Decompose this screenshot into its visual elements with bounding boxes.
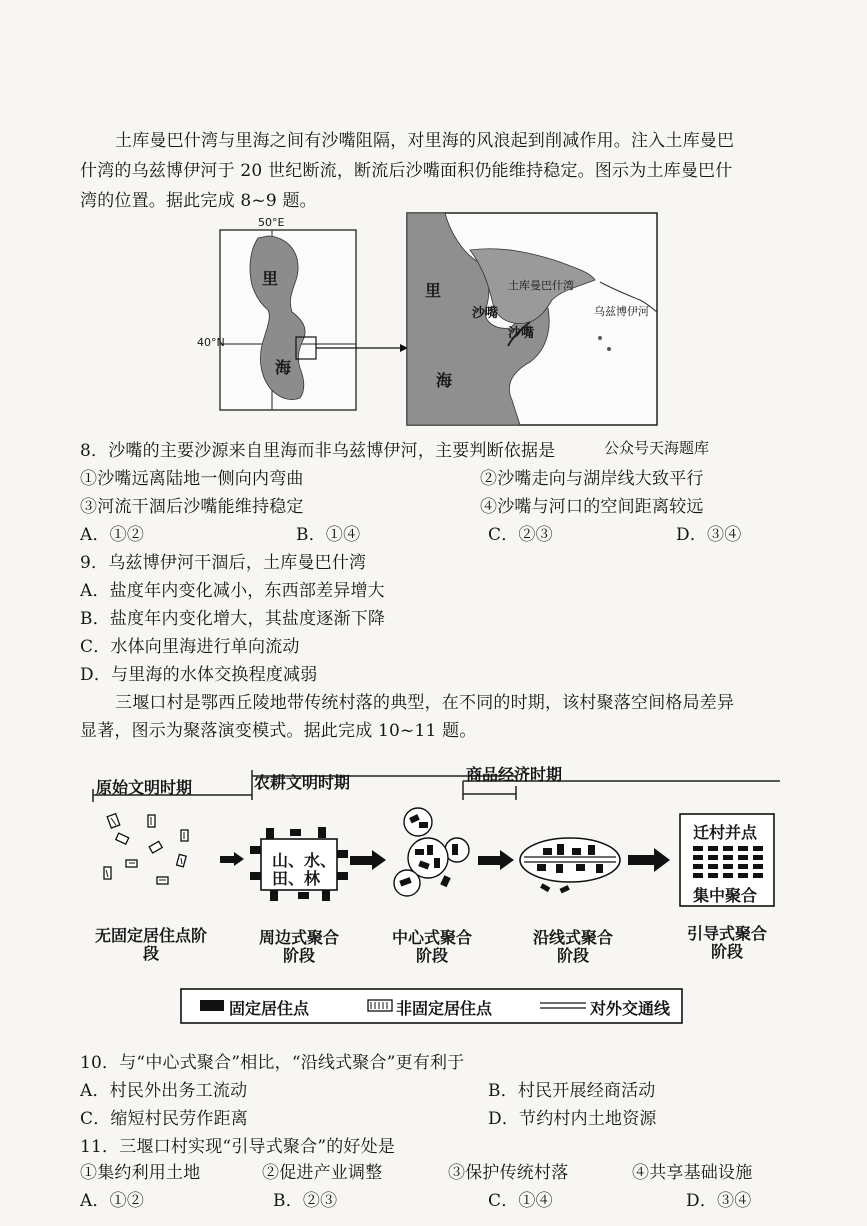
guided-dwelling (738, 855, 748, 860)
q11-choice-b: B．②③ (273, 1191, 338, 1211)
q8-choice-b: B．①④ (296, 525, 361, 545)
period-commodity: 商品经济时期 (466, 765, 563, 784)
guided-dwelling (738, 846, 748, 851)
guided-dwelling (738, 864, 748, 869)
passage1-line3: 湾的位置。据此完成 8~9 题。 (80, 191, 317, 211)
passage2-line1: 三堰口村是鄂西丘陵地带传统村落的典型，在不同的时期，该村聚落空间格局差异 (115, 693, 735, 713)
spit-label-1: 沙嘴 (472, 306, 499, 321)
q11-option-3: ③保护传统村落 (448, 1163, 569, 1183)
q10-choice-a: A．村民外出务工流动 (80, 1081, 248, 1101)
guided-dwelling (753, 855, 763, 860)
q8-option-3: ③河流干涸后沙嘴能维持稳定 (80, 497, 304, 517)
guided-dwelling (723, 873, 733, 878)
guided-dwelling (693, 855, 703, 860)
lat-label: 40°N (197, 336, 225, 349)
guided-dwelling (693, 864, 703, 869)
guided-dwelling (738, 873, 748, 878)
left-sea-label-bottom: 海 (275, 358, 292, 377)
guided-dwelling (723, 864, 733, 869)
q10-stem: 10．与“中心式聚合”相比，“沿线式聚合”更有利于 (80, 1053, 465, 1073)
q9-choice-c: C．水体向里海进行单向流动 (80, 637, 300, 657)
legend-road-label: 对外交通线 (590, 999, 671, 1018)
q11-choice-c: C．①④ (488, 1191, 553, 1211)
guided-dwelling (708, 855, 718, 860)
guided-dwelling (693, 873, 703, 878)
q10-choice-d: D．节约村内土地资源 (488, 1109, 657, 1129)
q9-choice-a: A．盐度年内变化减小，东西部差异增大 (80, 581, 385, 601)
bay-label: 土库曼巴什湾 (508, 279, 574, 292)
lon-label: 50°E (258, 216, 285, 229)
q10-choice-c: C．缩短村民劳作距离 (80, 1109, 249, 1129)
q8-option-2: ②沙嘴走向与湖岸线大致平行 (480, 469, 704, 489)
period-primitive: 原始文明时期 (96, 778, 193, 797)
guided-dwelling (708, 846, 718, 851)
detail-sea-label-bottom: 海 (436, 371, 453, 390)
legend-nonfixed-label: 非固定居住点 (396, 999, 493, 1018)
period-farming: 农耕文明时期 (254, 773, 351, 792)
q11-choice-d: D．③④ (686, 1191, 752, 1211)
q9-stem: 9．乌兹博伊河干涸后，土库曼巴什湾 (80, 553, 367, 573)
passage1-line2: 什湾的乌兹博伊河于 20 世纪断流，断流后沙嘴面积仍能维持稳定。图示为土库曼巴什 (80, 161, 733, 181)
river-label: 乌兹博伊河 (594, 305, 649, 318)
guided-dwelling (753, 873, 763, 878)
guided-dwelling (708, 873, 718, 878)
stage-label-4: 沿线式聚合阶段 (532, 928, 613, 965)
passage1-line1: 土库曼巴什湾与里海之间有沙嘴阻隔，对里海的风浪起到削减作用。注入土库曼巴 (115, 131, 735, 151)
box-label-line1: 山、水、 (272, 851, 337, 870)
legend-fixed-label: 固定居住点 (229, 999, 310, 1018)
q9-choice-b: B．盐度年内变化增大，其盐度逐渐下降 (80, 609, 386, 629)
guided-dwelling (753, 846, 763, 851)
stage-label-3: 中心式聚合阶段 (391, 928, 472, 965)
q9-choice-d: D．与里海的水体交换程度减弱 (80, 665, 318, 685)
q8-stem: 8．沙嘴的主要沙源来自里海而非乌兹博伊河，主要判断依据是 (80, 441, 556, 461)
q11-option-2: ②促进产业调整 (262, 1163, 383, 1183)
q8-choice-a: A．①② (80, 525, 145, 545)
guided-dwelling (708, 864, 718, 869)
stage-label-1: 无固定居住点阶段 (95, 926, 208, 963)
q11-stem: 11．三堰口村实现“引导式聚合”的好处是 (80, 1137, 396, 1157)
q11-option-4: ④共享基础设施 (632, 1163, 753, 1183)
q8-choice-d: D．③④ (676, 525, 742, 545)
q11-choice-a: A．①② (80, 1191, 145, 1211)
left-sea-label-top: 里 (262, 269, 279, 288)
stage-label-5: 引导式聚合阶段 (686, 924, 767, 961)
detail-sea-label-top: 里 (425, 281, 442, 300)
q11-option-1: ①集约利用土地 (80, 1163, 201, 1183)
q8-option-1: ①沙嘴远离陆地一侧向内弯曲 (80, 469, 304, 489)
watermark-text: 公众号天海题库 (604, 439, 710, 457)
stage-label-2: 周边式聚合阶段 (258, 928, 339, 965)
box-label-line2: 田、林 (272, 869, 321, 888)
guided-dwelling (723, 855, 733, 860)
guided-dwelling (753, 864, 763, 869)
passage2-line2: 显著，图示为聚落演变模式。据此完成 10~11 题。 (80, 721, 477, 741)
guided-label-top: 迁村并点 (693, 823, 758, 842)
q8-choice-c: C．②③ (488, 525, 553, 545)
q8-option-4: ④沙嘴与河口的空间距离较远 (480, 497, 704, 517)
spit-label-2: 沙嘴 (508, 326, 535, 341)
q10-choice-b: B．村民开展经商活动 (488, 1081, 656, 1101)
guided-label-bottom: 集中聚合 (693, 886, 758, 905)
guided-dwelling (693, 846, 703, 851)
guided-dwelling (723, 846, 733, 851)
